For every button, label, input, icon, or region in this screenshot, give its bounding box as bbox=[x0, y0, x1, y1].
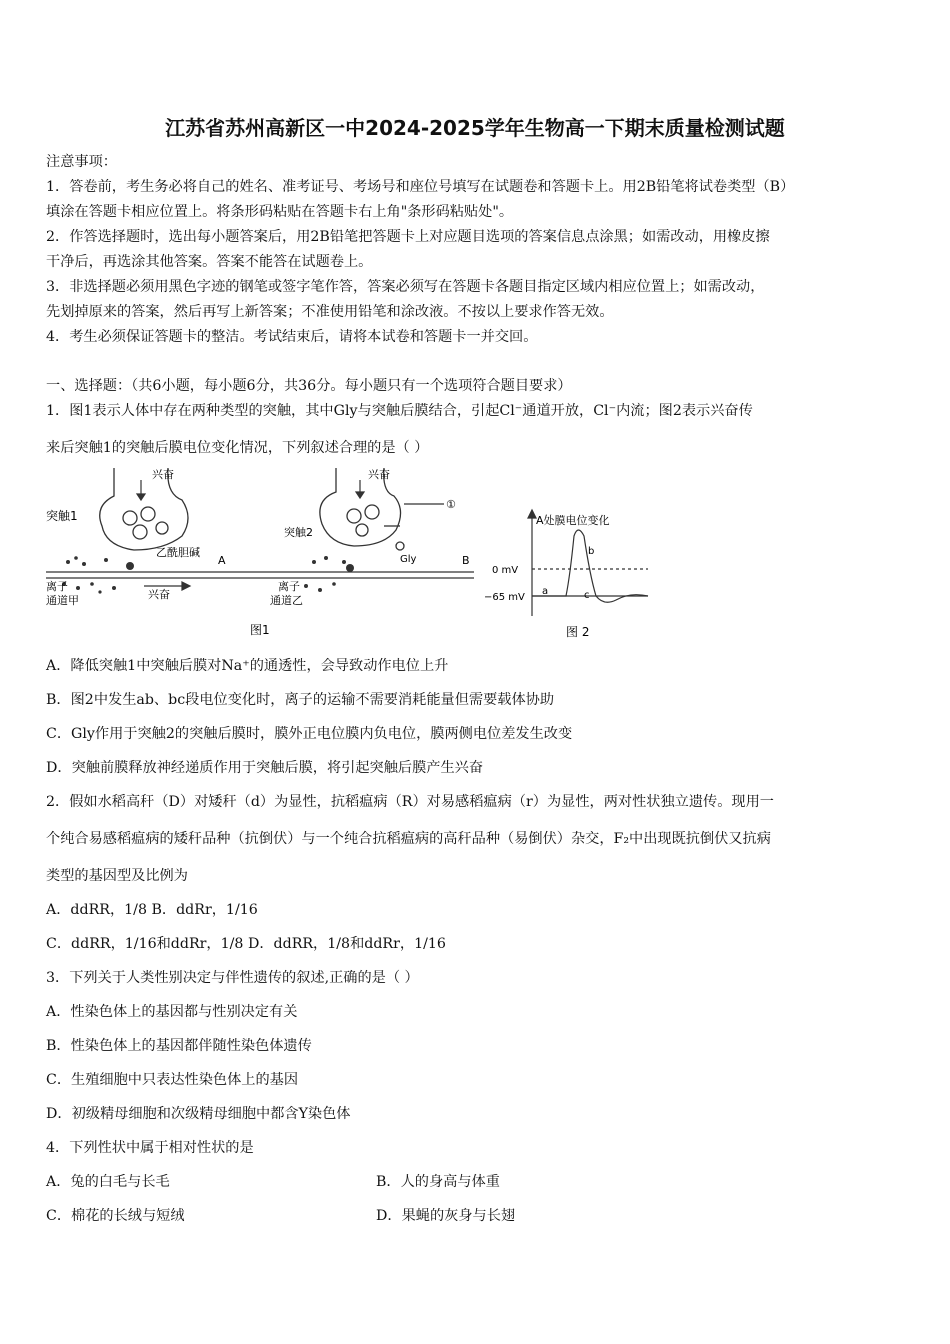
vesicle bbox=[156, 522, 168, 534]
fig2-ylabel: A处膜电位变化 bbox=[536, 514, 610, 527]
label-A: A bbox=[218, 554, 226, 567]
fig2-rest: −65 mV bbox=[484, 592, 525, 603]
notice-line: 2．作答选择题时，选出每小题答案后，用2B铅笔把答题卡上对应题目选项的答案信息点涂黑；如需改动，用橡皮擦 bbox=[46, 229, 770, 245]
section-heading: 一、选择题：（共6小题，每小题6分，共36分。每小题只有一个选项符合题目要求） bbox=[46, 378, 572, 394]
vesicle bbox=[365, 505, 379, 519]
label-ach: 乙酰胆碱 bbox=[156, 546, 200, 559]
q1-option-a: A．降低突触1中突触后膜对Na⁺的通透性，会导致动作电位上升 bbox=[46, 658, 449, 674]
q2-stem: 类型的基因型及比例为 bbox=[46, 868, 188, 884]
fig2-a: a bbox=[542, 586, 549, 597]
vesicle bbox=[347, 509, 361, 523]
label-channel-b: 通道乙 bbox=[270, 594, 303, 607]
notice-line: 3．非选择题必须用黑色字迹的钢笔或签字笔作答，答案必须写在答题卡各题目指定区域内相应位置上；如需改动， bbox=[46, 279, 765, 295]
q3-option-b: B．性染色体上的基因都伴随性染色体遗传 bbox=[46, 1038, 312, 1054]
fig2-caption: 图 2 bbox=[566, 625, 590, 639]
q3-option-a: A．性染色体上的基因都与性别决定有关 bbox=[46, 1004, 298, 1020]
vesicle bbox=[396, 542, 404, 550]
label-synapse1: 突触1 bbox=[46, 509, 78, 523]
label-ion: 离子 bbox=[46, 580, 68, 593]
fig1-caption: 图1 bbox=[250, 623, 270, 637]
vesicle bbox=[133, 525, 147, 539]
label-excite: 兴奋 bbox=[148, 588, 170, 601]
notice-line: 干净后，再选涂其他答案。答案不能答在试题卷上。 bbox=[46, 254, 373, 270]
page-title: 江苏省苏州高新区一中2024-2025学年生物高一下期末质量检测试题 bbox=[165, 116, 785, 140]
fig2-c: c bbox=[584, 590, 590, 601]
label-ion: 离子 bbox=[278, 580, 300, 593]
label-excite: 兴奋 bbox=[152, 468, 174, 481]
q3-option-c: C．生殖细胞中只表达性染色体上的基因 bbox=[46, 1072, 299, 1088]
label-circle1: ① bbox=[446, 498, 456, 511]
q4-option-d: D．果蝇的灰身与长翅 bbox=[376, 1208, 516, 1224]
q2-stem: 2．假如水稻高秆（D）对矮秆（d）为显性，抗稻瘟病（R）对易感稻瘟病（r）为显性，两对性状独立遗传。现用一 bbox=[46, 794, 774, 810]
vesicle bbox=[123, 511, 137, 525]
notice-line: 4．考生必须保证答题卡的整洁。考试结束后，请将本试卷和答题卡一并交回。 bbox=[46, 329, 538, 345]
label-synapse2: 突触2 bbox=[284, 526, 313, 539]
label-B: B bbox=[462, 554, 470, 567]
notice-heading: 注意事项： bbox=[46, 154, 117, 170]
notice-line: 1．答卷前，考生务必将自己的姓名、准考证号、考场号和座位号填写在试题卷和答题卡上。用2B铅笔将试卷类型（B） bbox=[46, 179, 795, 195]
label-gly: Gly bbox=[400, 554, 417, 565]
potential-curve bbox=[532, 530, 648, 602]
q1-option-b: B．图2中发生ab、bc段电位变化时，离子的运输不需要消耗能量但需要载体协助 bbox=[46, 692, 555, 708]
vesicle bbox=[356, 524, 368, 536]
q4-option-a: A．兔的白毛与长毛 bbox=[46, 1174, 170, 1190]
q4-option-c: C．棉花的长绒与短绒 bbox=[46, 1208, 185, 1224]
q1-option-d: D．突触前膜释放神经递质作用于突触后膜，将引起突触后膜产生兴奋 bbox=[46, 760, 484, 776]
q1-stem: 1．图1表示人体中存在两种类型的突触，其中Gly与突触后膜结合，引起Cl⁻通道开放，Cl⁻内流；图2表示兴奋传 bbox=[46, 403, 753, 419]
q2-options: A．ddRR，1/8 B．ddRr，1/16 bbox=[46, 902, 258, 918]
q2-stem: 个纯合易感稻瘟病的矮秆品种（抗倒伏）与一个纯合抗稻瘟病的高秆品种（易倒伏）杂交，F₂中出现既抗倒伏又抗病 bbox=[46, 831, 771, 847]
q1-option-c: C．Gly作用于突触2的突触后膜时，膜外正电位膜内负电位，膜两侧电位差发生改变 bbox=[46, 726, 573, 742]
fig2-zero: 0 mV bbox=[492, 565, 519, 576]
notice-line: 先划掉原来的答案，然后再写上新答案；不准使用铅笔和涂改液。不按以上要求作答无效。 bbox=[46, 304, 614, 320]
q4-stem: 4．下列性状中属于相对性状的是 bbox=[46, 1140, 254, 1156]
q3-stem: 3．下列关于人类性别决定与伴性遗传的叙述,正确的是（ ） bbox=[46, 970, 419, 986]
q1-stem: 来后突触1的突触后膜电位变化情况，下列叙述合理的是（ ） bbox=[46, 440, 429, 456]
vesicle bbox=[141, 507, 155, 521]
q4-option-b: B．人的身高与体重 bbox=[376, 1174, 500, 1190]
q3-option-d: D．初级精母细胞和次级精母细胞中都含Y染色体 bbox=[46, 1106, 351, 1122]
q2-options: C．ddRR，1/16和ddRr，1/8 D．ddRR，1/8和ddRr，1/16 bbox=[46, 936, 446, 952]
label-excite: 兴奋 bbox=[368, 468, 390, 481]
label-channel-a: 通道甲 bbox=[46, 594, 79, 607]
notice-line: 填涂在答题卡相应位置上。将条形码粘贴在答题卡右上角"条形码粘贴处"。 bbox=[46, 204, 514, 220]
fig2-b: b bbox=[588, 546, 595, 557]
figure-synapse bbox=[44, 466, 664, 646]
